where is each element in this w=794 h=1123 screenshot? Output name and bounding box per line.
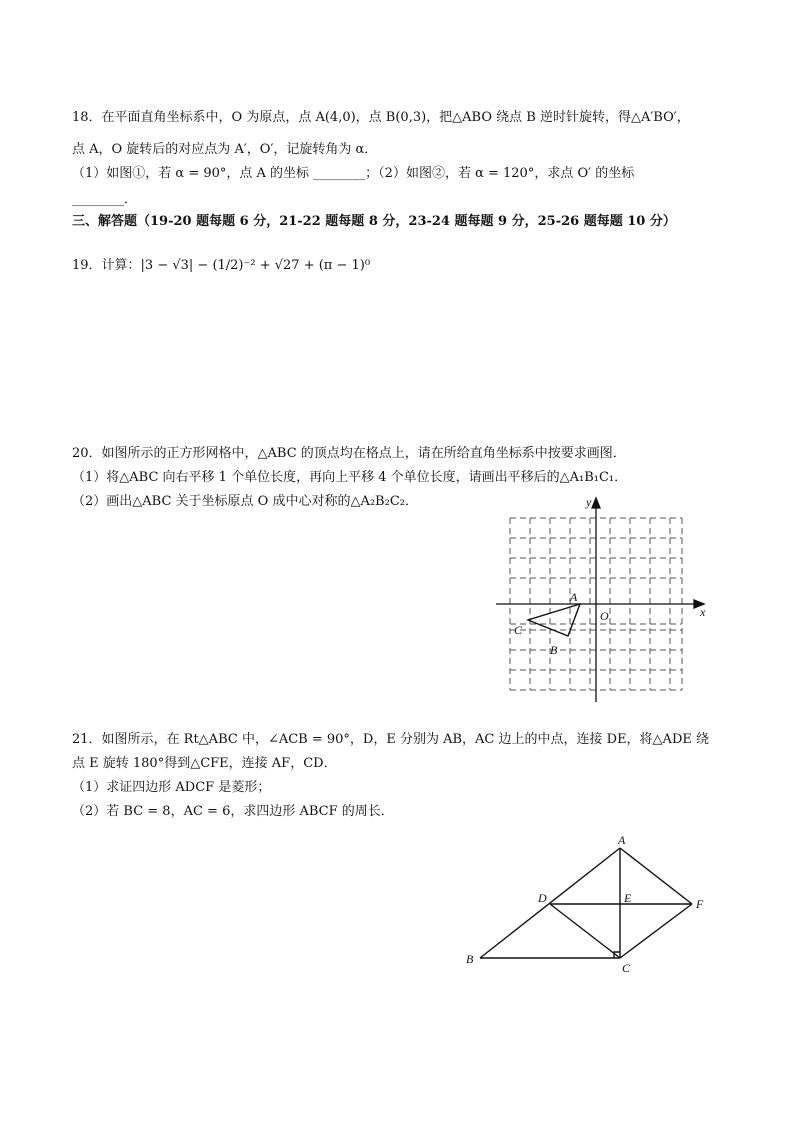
q18-line-1: 18．在平面直角坐标系中，O 为原点，点 A(4,0)，点 B(0,3)，把△ABO 绕点 B 逆时针旋转，得△A′BO′， bbox=[72, 110, 690, 125]
q20-line-3: （2）画出△ABC 关于坐标原点 O 成中心对称的△A₂B₂C₂． bbox=[72, 494, 418, 509]
axis-x-label: x bbox=[700, 605, 706, 619]
segment-fc bbox=[620, 904, 692, 958]
vertex-b-label: B bbox=[550, 643, 558, 657]
q18-line-4: ________． bbox=[72, 192, 138, 207]
q20-line-1: 20．如图所示的正方形网格中，△ABC 的顶点均在格点上，请在所给直角坐标系中按要求画图． bbox=[72, 446, 626, 461]
q21-line-4: （2）若 BC = 8，AC = 6，求四边形 ABCF 的周长． bbox=[72, 804, 394, 819]
point-c-label: C bbox=[622, 961, 631, 975]
vertex-a-label: A bbox=[570, 590, 578, 604]
segment-dc bbox=[550, 904, 620, 958]
q21-rhombus-figure bbox=[450, 832, 750, 982]
q18-line-3: （1）如图①，若 α = 90°，点 A 的坐标 ________；（2）如图②，若 α = 120°，求点 O′ 的坐标 bbox=[72, 166, 635, 181]
q18-line-2: 点 A，O 旋转后的对应点为 A′，O′，记旋转角为 α． bbox=[72, 142, 378, 157]
origin-label: O bbox=[600, 609, 609, 623]
q21-line-2: 点 E 旋转 180°得到△CFE，连接 AF，CD． bbox=[72, 756, 337, 771]
q20-grid-figure bbox=[490, 494, 720, 709]
point-a-label: A bbox=[618, 833, 626, 847]
q19-expression: 19．计算：|3 − √3| − (1/2)⁻² + √27 + (π − 1)⁰ bbox=[72, 258, 371, 273]
point-b-label: B bbox=[466, 952, 474, 966]
triangle-abc bbox=[528, 604, 580, 636]
axis-y-label: y bbox=[586, 495, 592, 509]
q20-line-2: （1）将△ABC 向右平移 1 个单位长度，再向上平移 4 个单位长度，请画出平移后的△A₁B₁C₁． bbox=[72, 470, 628, 485]
section-3-heading: 三、解答题（19-20 题每题 6 分，21-22 题每题 8 分，23-24 题每题 9 分，25-26 题每题 10 分） bbox=[72, 214, 676, 229]
q21-line-1: 21．如图所示，在 Rt△ABC 中，∠ACB = 90°，D，E 分别为 AB，AC 边上的中点，连接 DE，将△ADE 绕 bbox=[72, 732, 709, 747]
point-f-label: F bbox=[696, 897, 704, 911]
vertex-c-label: C bbox=[514, 623, 523, 637]
point-e-label: E bbox=[624, 891, 632, 905]
y-axis-arrow-icon bbox=[592, 498, 600, 508]
q21-line-3: （1）求证四边形 ADCF 是菱形； bbox=[72, 780, 271, 795]
point-d-label: D bbox=[538, 891, 547, 905]
